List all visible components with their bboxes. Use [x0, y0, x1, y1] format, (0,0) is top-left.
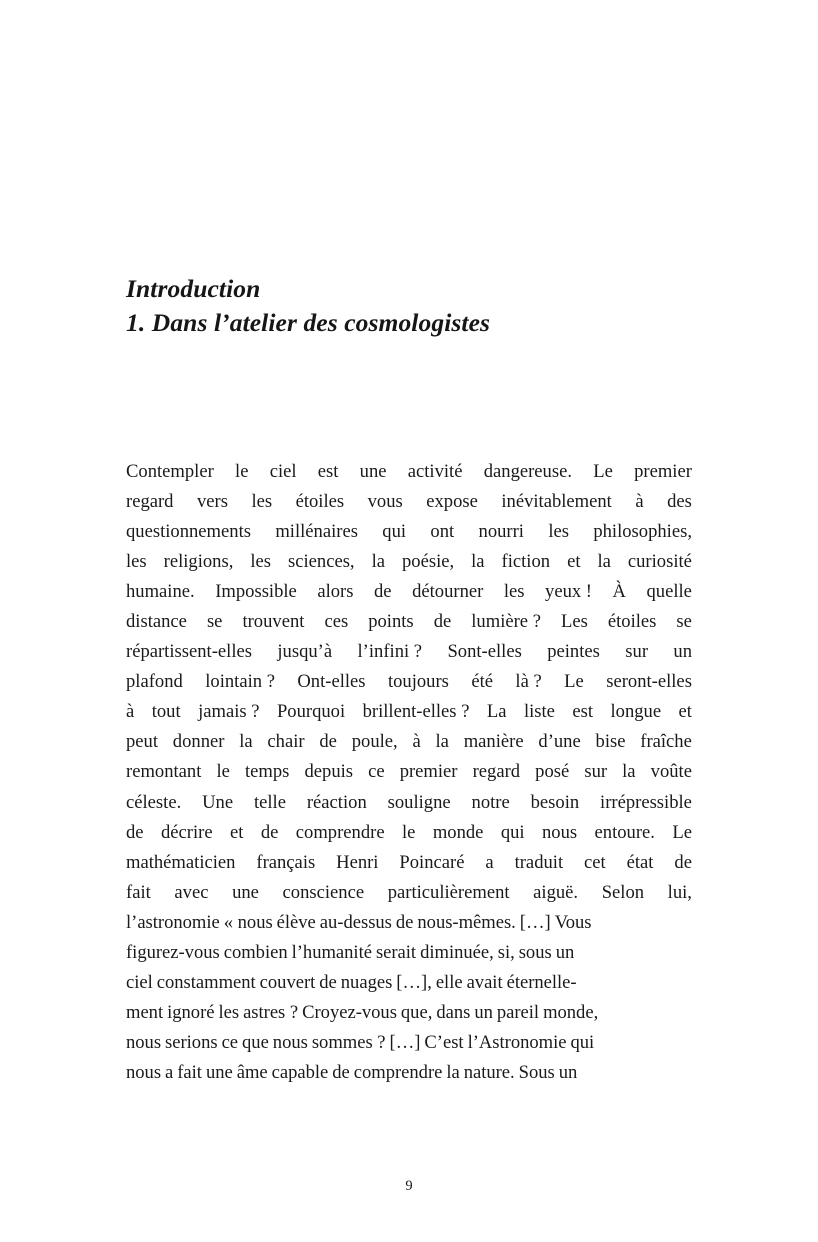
body-word: vers — [196, 491, 228, 513]
body-word: diminuée, — [420, 941, 494, 963]
body-word: Sont-elles — [447, 641, 522, 663]
body-word: Le — [564, 671, 584, 693]
body-word: Impossible — [215, 581, 297, 603]
body-word: céleste. — [126, 791, 182, 813]
body-word: ciel — [269, 461, 297, 482]
body-word: jamais ? — [198, 701, 260, 723]
body-word: […] — [519, 911, 551, 933]
body-word: étoiles — [607, 611, 657, 633]
body-word: un — [673, 641, 692, 663]
body-word: a — [165, 1061, 174, 1083]
body-word: depuis — [304, 761, 354, 783]
body-word: constamment — [156, 971, 256, 993]
body-word: notre — [471, 791, 510, 813]
body-word: curiosité — [627, 551, 692, 573]
body-line — [126, 637, 692, 667]
body-word: expose — [426, 491, 478, 513]
body-word: nous-mêmes. — [417, 911, 516, 933]
body-word: la — [622, 761, 636, 783]
body-word: de — [433, 611, 452, 633]
body-word: « nous — [223, 911, 273, 933]
body-word: Une — [202, 791, 234, 813]
body-word: lointain ? — [205, 671, 275, 693]
body-word: une — [359, 461, 387, 482]
body-word: conscience — [282, 881, 365, 903]
body-word: philosophies, — [593, 521, 692, 543]
body-word: Sous — [518, 1061, 555, 1083]
body-word: ce — [221, 1031, 239, 1053]
body-word: et — [229, 821, 244, 843]
body-line — [126, 908, 692, 938]
body-word: à — [126, 701, 135, 723]
body-word: qui — [500, 821, 525, 843]
body-word: traduit — [514, 851, 564, 873]
body-word: la — [371, 551, 385, 573]
body-word: […] — [389, 1031, 421, 1053]
body-word: fait — [177, 1061, 202, 1083]
body-word: temps — [244, 761, 290, 783]
body-word: de — [332, 1061, 350, 1083]
body-word: se — [206, 611, 223, 633]
body-word: plafond — [126, 671, 183, 693]
body-word: vous — [367, 491, 403, 513]
body-line — [126, 757, 692, 787]
body-word: serions — [165, 1031, 218, 1053]
body-word: quelle — [646, 581, 692, 603]
body-word: se — [676, 611, 692, 633]
body-word: la — [597, 551, 611, 573]
body-word: couvert — [259, 971, 316, 993]
body-word: comprendre — [353, 1061, 443, 1083]
body-word: détourner — [412, 581, 484, 603]
body-word: nous — [126, 1031, 162, 1053]
body-word: un — [474, 1001, 493, 1023]
body-word: combien — [223, 941, 288, 963]
body-word: nous — [272, 1031, 308, 1053]
body-word: liste — [523, 701, 555, 723]
body-word: l’Astronomie — [467, 1031, 567, 1053]
body-word: serait — [375, 941, 417, 963]
body-word: la — [471, 551, 485, 573]
heading-line-introduction: Introduction — [126, 274, 261, 303]
body-word: et — [678, 701, 692, 723]
body-line — [126, 607, 692, 637]
body-word: et — [567, 551, 581, 573]
body-word: éternelle- — [506, 971, 577, 993]
body-word: yeux ! — [545, 581, 592, 603]
page-number: 9 — [405, 1178, 413, 1194]
body-word: distance — [126, 611, 187, 633]
body-word: Ont-elles — [297, 671, 366, 693]
body-word: réaction — [306, 791, 367, 813]
body-word: trouvent — [242, 611, 305, 633]
body-word: les — [251, 491, 273, 513]
body-word: Croyez-vous — [302, 1001, 397, 1023]
body-word: l’infini ? — [357, 641, 423, 663]
body-word: astres ? — [243, 1001, 299, 1023]
body-word: Poincaré — [399, 851, 465, 873]
body-line — [126, 457, 692, 487]
body-word: nous — [542, 821, 578, 843]
body-word: état — [626, 851, 654, 873]
body-word: des — [667, 491, 692, 513]
body-word: une — [232, 881, 259, 903]
body-line — [126, 577, 692, 607]
body-word: a — [485, 851, 494, 873]
body-word: fiction — [501, 551, 551, 573]
body-word: est — [317, 461, 339, 482]
body-word: sur — [625, 641, 649, 663]
body-word: remontant — [126, 761, 202, 783]
body-word: besoin — [530, 791, 580, 813]
body-word: entoure. — [594, 821, 655, 843]
body-word: les — [250, 551, 271, 573]
body-paragraph — [126, 457, 692, 1088]
body-word: sommes ? — [311, 1031, 386, 1053]
body-line — [126, 667, 692, 697]
body-word: dans — [436, 1001, 471, 1023]
body-word: été — [471, 671, 493, 693]
body-word: La — [486, 701, 507, 723]
body-word: particulièrement — [387, 881, 510, 903]
body-word: la — [435, 731, 449, 753]
body-word: est — [572, 701, 594, 723]
body-word: points — [368, 611, 414, 633]
body-word: de — [395, 911, 414, 933]
body-word: premier — [399, 761, 458, 783]
body-word: la — [239, 731, 253, 753]
body-line — [126, 968, 692, 998]
body-word: cet — [584, 851, 606, 873]
chapter-heading — [126, 272, 696, 340]
body-word: figurez-vous — [126, 941, 220, 963]
body-word: ignoré — [167, 1001, 215, 1023]
body-word: Henri — [336, 851, 379, 873]
body-word: lumière ? — [471, 611, 541, 633]
body-word: d’une — [538, 731, 581, 753]
body-line — [126, 547, 692, 577]
body-word: Vous — [554, 911, 592, 933]
body-word: ment — [126, 1001, 164, 1023]
body-word: le — [401, 821, 416, 843]
body-word: poule, — [351, 731, 398, 753]
body-word: peut — [126, 731, 159, 753]
body-word: comprendre — [295, 821, 385, 843]
body-word: regard — [472, 761, 521, 783]
body-word: brillent-elles ? — [362, 701, 470, 723]
body-word: étoiles — [295, 491, 345, 513]
body-word: là ? — [515, 671, 542, 693]
body-word: jusqu’à — [277, 641, 333, 663]
body-line — [126, 1058, 692, 1088]
body-line — [126, 517, 692, 547]
body-word: l’humanité — [291, 941, 372, 963]
body-word: Le — [593, 461, 613, 482]
body-line — [126, 727, 692, 757]
body-line — [126, 848, 692, 878]
body-word: regard — [126, 491, 174, 513]
body-word: ce — [368, 761, 385, 783]
body-word: de — [319, 971, 337, 993]
body-word: nourri — [478, 521, 524, 543]
body-line — [126, 697, 692, 727]
body-line — [126, 818, 692, 848]
body-word: […], — [396, 971, 432, 993]
body-word: manière — [463, 731, 524, 753]
body-line — [126, 998, 692, 1028]
body-word: nature. — [463, 1061, 515, 1083]
body-word: capable — [271, 1061, 329, 1083]
body-word: donner — [172, 731, 225, 753]
body-word: voûte — [650, 761, 692, 783]
body-word: de — [674, 851, 692, 873]
body-word: À — [612, 581, 626, 603]
body-word: les — [548, 521, 569, 543]
body-word: français — [256, 851, 316, 873]
body-word: un — [558, 1061, 578, 1083]
body-word: lui, — [667, 881, 692, 903]
body-word: Contempler — [126, 461, 214, 482]
body-line — [126, 788, 692, 818]
body-word: fraîche — [640, 731, 692, 753]
body-word: ces — [324, 611, 349, 633]
body-word: tout — [151, 701, 181, 723]
body-word: souligne — [387, 791, 451, 813]
body-word: poésie, — [401, 551, 455, 573]
body-word: de — [126, 821, 144, 843]
body-word: les — [126, 551, 147, 573]
body-word: si, — [497, 941, 515, 963]
body-word: ont — [430, 521, 455, 543]
body-word: seront-elles — [606, 671, 692, 693]
body-word: activité — [407, 461, 463, 482]
body-word: de — [374, 581, 392, 603]
body-word: inévitablement — [501, 491, 612, 513]
body-word: l’astronomie — [126, 911, 220, 933]
body-word: aiguë. — [533, 881, 579, 903]
body-word: âme — [236, 1061, 268, 1083]
body-word: que — [242, 1031, 269, 1053]
body-word: un — [555, 941, 575, 963]
body-word: au-dessus — [319, 911, 392, 933]
body-word: sous — [518, 941, 552, 963]
body-word: Les — [560, 611, 588, 633]
body-word: qui — [570, 1031, 595, 1053]
body-word: fait — [126, 881, 151, 903]
body-word: les — [218, 1001, 240, 1023]
body-word: alors — [317, 581, 354, 603]
body-word: premier — [634, 461, 692, 482]
body-word: millénaires — [275, 521, 358, 543]
body-word: monde — [432, 821, 484, 843]
body-word: questionnements — [126, 521, 251, 543]
body-word: une — [205, 1061, 233, 1083]
body-word: Le — [672, 821, 692, 843]
body-word: elle — [435, 971, 463, 993]
body-word: bise — [595, 731, 626, 753]
body-line — [126, 878, 692, 908]
body-word: nuages — [340, 971, 393, 993]
body-word: sur — [584, 761, 608, 783]
body-word: chair — [267, 731, 305, 753]
body-word: la — [446, 1061, 460, 1083]
body-word: à — [635, 491, 644, 513]
body-word: telle — [253, 791, 286, 813]
body-word: avait — [466, 971, 503, 993]
body-word: de — [319, 731, 337, 753]
body-word: qui — [382, 521, 407, 543]
body-word: peintes — [547, 641, 600, 663]
body-word: humaine. — [126, 581, 195, 603]
body-word: décrire — [160, 821, 213, 843]
body-word: Pourquoi — [276, 701, 346, 723]
body-word: le — [216, 761, 230, 783]
body-word: de — [260, 821, 279, 843]
body-word: mathématicien — [126, 851, 236, 873]
body-word: avec — [174, 881, 209, 903]
body-word: toujours — [387, 671, 449, 693]
body-word: irrépressible — [600, 791, 692, 813]
body-word: monde, — [543, 1001, 599, 1023]
body-word: Selon — [601, 881, 645, 903]
body-line — [126, 1028, 692, 1058]
body-word: posé — [535, 761, 570, 783]
body-word: les — [503, 581, 525, 603]
body-word: longue — [610, 701, 662, 723]
body-word: C’est — [424, 1031, 464, 1053]
heading-line-chapter-title: 1. Dans l’atelier des cosmologistes — [126, 308, 491, 337]
body-word: pareil — [496, 1001, 540, 1023]
body-word: à — [412, 731, 421, 753]
body-word: le — [235, 461, 249, 482]
body-word: dangereuse. — [483, 461, 572, 482]
body-word: nous — [126, 1061, 162, 1083]
body-line — [126, 938, 692, 968]
body-word: répartissent-elles — [126, 641, 252, 663]
body-word: religions, — [163, 551, 234, 573]
body-word: que, — [400, 1001, 433, 1023]
body-line — [126, 487, 692, 517]
body-word: sciences, — [287, 551, 355, 573]
body-word: élève — [276, 911, 316, 933]
body-word: ciel — [126, 971, 153, 993]
